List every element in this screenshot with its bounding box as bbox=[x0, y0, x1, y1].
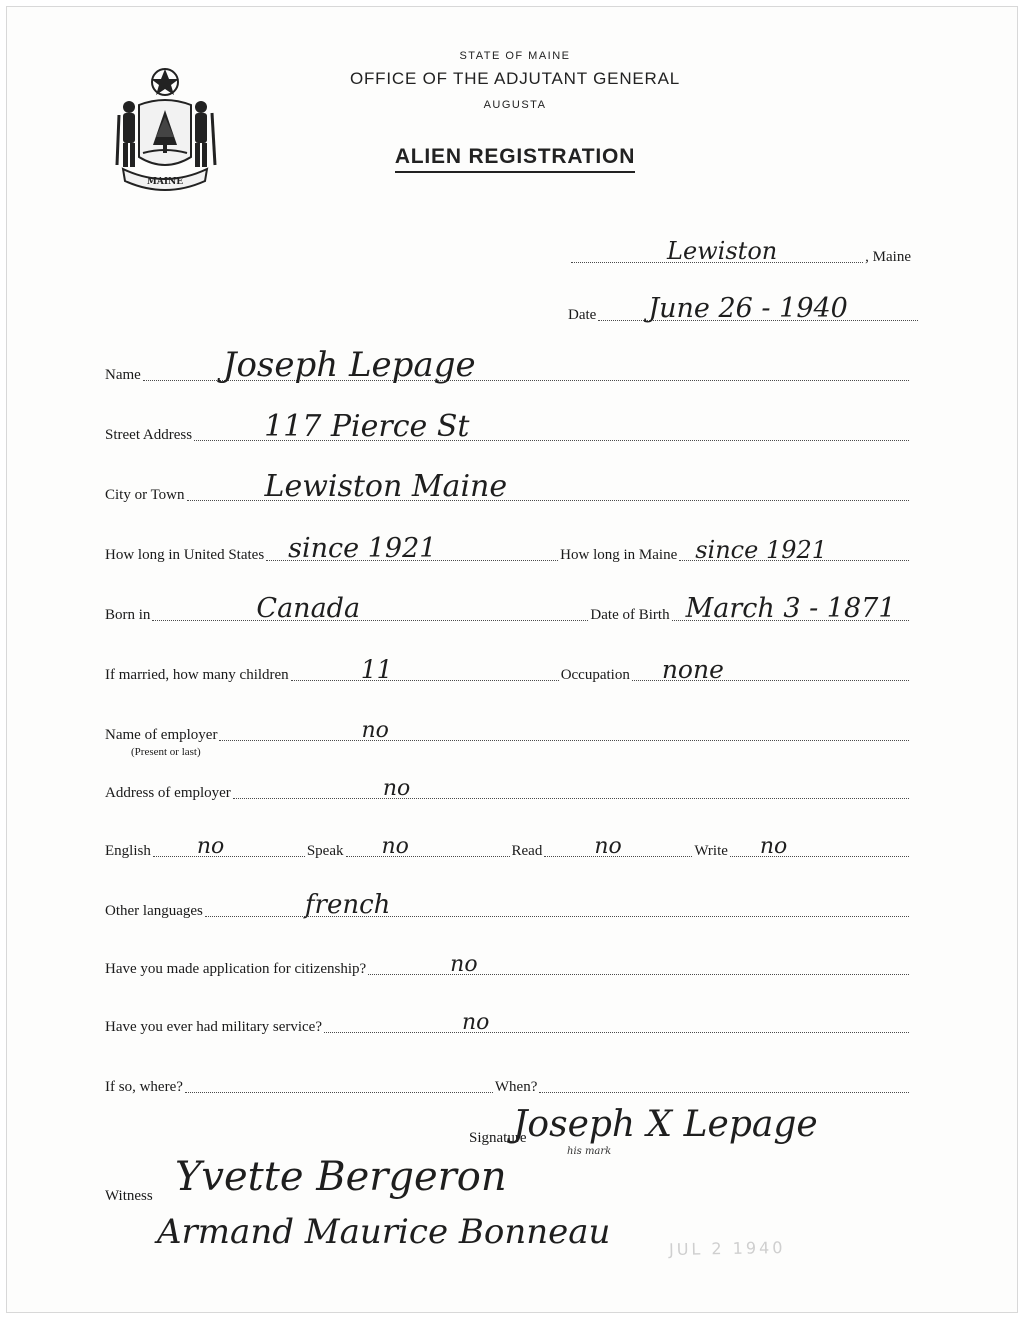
read-label: Read bbox=[511, 843, 543, 859]
date-row bbox=[568, 293, 920, 325]
english-value: no bbox=[196, 834, 225, 859]
registration-form bbox=[6, 6, 1018, 1313]
date-field[interactable] bbox=[598, 293, 918, 324]
place-row bbox=[569, 239, 911, 267]
employer-name-sublabel: (Present or last) bbox=[131, 746, 201, 758]
where-label: If so, where? bbox=[105, 1079, 183, 1095]
read-field[interactable] bbox=[544, 834, 692, 857]
witness-signature-2[interactable]: Armand Maurice Bonneau bbox=[157, 1212, 611, 1252]
write-value: no bbox=[759, 834, 788, 859]
military-row bbox=[105, 1009, 911, 1037]
military-label: Have you ever had military service? bbox=[105, 1019, 322, 1035]
occupation-value: none bbox=[661, 655, 724, 684]
other-languages-value: french bbox=[304, 890, 391, 920]
citizenship-field[interactable] bbox=[368, 952, 909, 975]
when-field[interactable] bbox=[539, 1070, 909, 1093]
other-languages-row bbox=[105, 890, 911, 921]
write-field[interactable] bbox=[730, 834, 909, 857]
employer-name-value: no bbox=[361, 718, 389, 743]
how-long-row bbox=[105, 533, 911, 565]
city-value: Lewiston Maine bbox=[264, 469, 508, 504]
language-skills-row bbox=[105, 833, 911, 861]
signature-value[interactable]: Joseph X Lepage bbox=[513, 1104, 818, 1145]
children-field[interactable] bbox=[291, 655, 559, 684]
military-field[interactable] bbox=[324, 1010, 909, 1033]
name-value: Joseph Lepage bbox=[222, 345, 476, 385]
military-value: no bbox=[462, 1010, 490, 1035]
speak-value: no bbox=[381, 834, 409, 859]
header-city: AUGUSTA bbox=[483, 99, 547, 111]
how-long-maine-value: since 1921 bbox=[695, 536, 828, 564]
english-field[interactable] bbox=[153, 834, 305, 857]
where-when-row bbox=[105, 1069, 911, 1097]
dob-value: March 3 - 1871 bbox=[685, 593, 896, 624]
name-row bbox=[105, 345, 911, 385]
how-long-maine-label: How long in Maine bbox=[560, 547, 678, 563]
place-value: Lewiston bbox=[667, 237, 778, 265]
employer-address-label: Address of employer bbox=[105, 785, 231, 801]
city-field[interactable] bbox=[187, 469, 909, 504]
other-languages-label: Other languages bbox=[105, 903, 203, 919]
born-row bbox=[105, 593, 911, 625]
street-row bbox=[105, 409, 911, 445]
employer-name-row bbox=[105, 717, 911, 758]
employer-address-value: no bbox=[382, 776, 411, 801]
place-label: , Maine bbox=[865, 249, 911, 265]
date-value: June 26 - 1940 bbox=[648, 293, 848, 324]
signature-label: Signature bbox=[469, 1130, 527, 1146]
born-in-value: Canada bbox=[256, 593, 361, 624]
street-label: Street Address bbox=[105, 427, 193, 443]
speak-field[interactable] bbox=[346, 834, 510, 857]
city-label: City or Town bbox=[105, 487, 185, 503]
name-label: Name bbox=[105, 367, 141, 383]
city-row bbox=[105, 469, 911, 505]
header-state: STATE OF MAINE bbox=[459, 50, 571, 62]
header-office: OFFICE OF THE ADJUTANT GENERAL bbox=[349, 69, 681, 88]
occupation-field[interactable] bbox=[632, 655, 909, 684]
witness-row bbox=[105, 1187, 153, 1206]
date-label: Date bbox=[568, 307, 597, 323]
children-row bbox=[105, 657, 911, 685]
witness-label: Witness bbox=[105, 1188, 153, 1204]
form-title: ALIEN REGISTRATION bbox=[7, 145, 1019, 173]
street-value: 117 Pierce St bbox=[264, 409, 470, 444]
born-in-label: Born in bbox=[105, 607, 151, 623]
born-in-field[interactable] bbox=[152, 593, 588, 624]
employer-name-label: Name of employer bbox=[105, 727, 218, 743]
dob-field[interactable] bbox=[672, 593, 909, 624]
write-label: Write bbox=[694, 843, 728, 859]
how-long-maine-field[interactable] bbox=[679, 536, 909, 564]
place-field[interactable] bbox=[571, 237, 863, 265]
how-long-us-field[interactable] bbox=[266, 533, 558, 564]
how-long-us-label: How long in United States bbox=[105, 547, 265, 563]
other-languages-field[interactable] bbox=[205, 890, 909, 920]
citizenship-row bbox=[105, 951, 911, 979]
read-value: no bbox=[594, 834, 622, 859]
when-label: When? bbox=[494, 1079, 538, 1095]
signature-mark: his mark bbox=[567, 1146, 612, 1157]
how-long-us-value: since 1921 bbox=[288, 533, 437, 564]
dob-label: Date of Birth bbox=[590, 607, 670, 623]
employer-address-row bbox=[105, 775, 911, 803]
speak-label: Speak bbox=[306, 843, 344, 859]
occupation-label: Occupation bbox=[560, 667, 630, 683]
seal-text: MAINE bbox=[146, 177, 184, 187]
employer-name-field[interactable] bbox=[219, 718, 909, 741]
name-field[interactable] bbox=[143, 345, 909, 385]
citizenship-value: no bbox=[450, 952, 478, 977]
witness-signature-1[interactable]: Yvette Bergeron bbox=[175, 1154, 507, 1200]
children-label: If married, how many children bbox=[105, 667, 289, 683]
english-label: English bbox=[105, 843, 151, 859]
where-field[interactable] bbox=[185, 1070, 493, 1093]
received-stamp: JUL 2 1940 bbox=[668, 1237, 786, 1260]
citizenship-label: Have you made application for citizenship? bbox=[105, 961, 367, 977]
children-value: 11 bbox=[360, 655, 393, 684]
street-field[interactable] bbox=[194, 409, 909, 444]
employer-address-field[interactable] bbox=[233, 776, 909, 799]
